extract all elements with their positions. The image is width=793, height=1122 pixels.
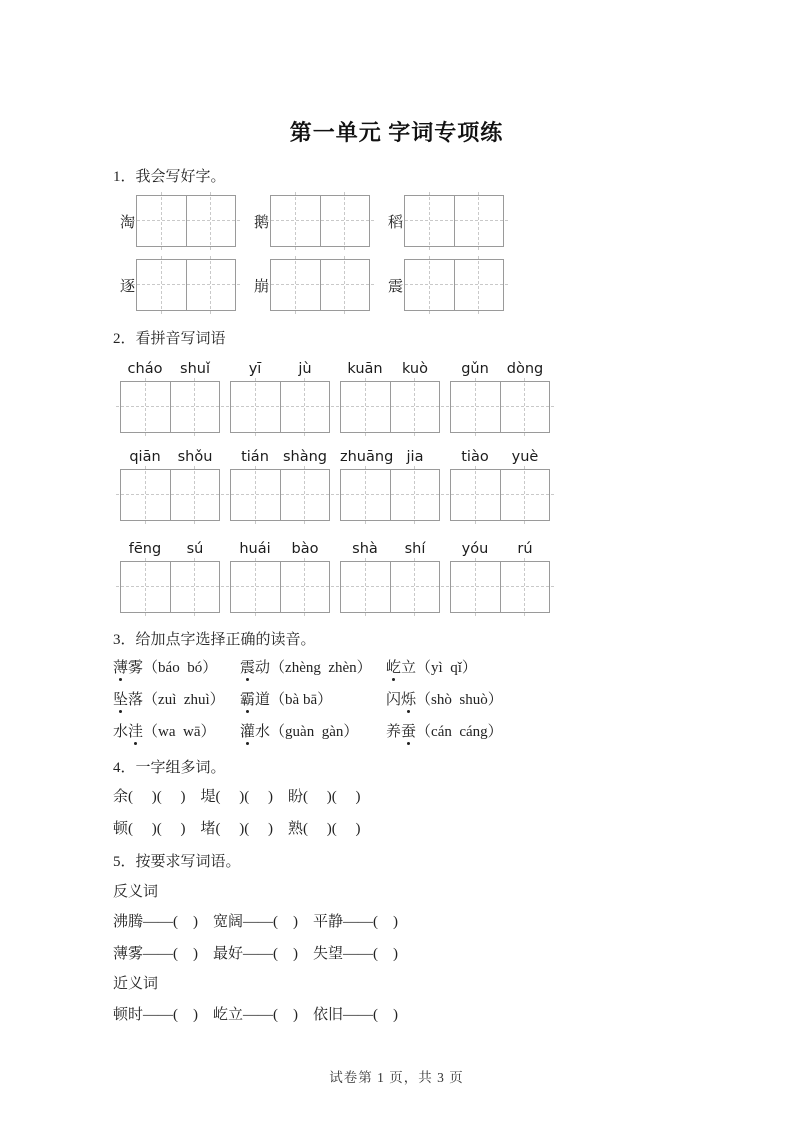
pinyin-write-group (450, 449, 550, 521)
pinyin-syllable: jù (298, 361, 312, 377)
word-char: 水 (113, 724, 129, 740)
grid-horizontal-dashline (336, 406, 444, 407)
word-char: 落 (128, 692, 144, 708)
grid-vertical-dashline (161, 256, 162, 314)
grid-horizontal-dashline (446, 494, 554, 495)
writing-grid-box (404, 195, 504, 247)
pinyin-write-group (340, 449, 440, 521)
pinyin-labels (230, 361, 330, 378)
q1-row-1 (120, 195, 753, 247)
grid-center-divider (280, 382, 281, 432)
q3-row-1 (113, 658, 753, 680)
word-char: 闪 (386, 692, 402, 708)
pinyin-syllable: shàng (282, 449, 328, 465)
question-2-label: 2．看拼音写词语 (113, 331, 226, 347)
pinyin-syllable: gǔn (461, 361, 489, 377)
dotted-char: 灌 (240, 724, 256, 740)
pinyin-syllable: tián (241, 449, 269, 465)
grid-horizontal-dashline (446, 586, 554, 587)
pinyin-labels (230, 541, 330, 558)
writing-grid-box (120, 469, 220, 521)
writing-grid-box (340, 561, 440, 613)
pinyin-labels (230, 449, 330, 466)
dotted-char: 烁 (401, 692, 417, 708)
grid-vertical-dashline (475, 558, 476, 616)
pinyin-labels (120, 449, 220, 466)
writing-grid-box (230, 561, 330, 613)
reading-options: （zuì zhuì） (143, 692, 225, 708)
reading-choice-item (240, 690, 386, 712)
pinyin-syllable: dòng (506, 361, 544, 377)
character-label: 逐 (120, 278, 136, 295)
word-char: 道 (255, 692, 271, 708)
pinyin-syllable: tiào (461, 449, 489, 465)
pinyin-write-group (230, 449, 330, 521)
grid-vertical-dashline (210, 192, 211, 250)
word-char: 水 (255, 724, 271, 740)
grid-vertical-dashline (255, 378, 256, 436)
synonyms-subheading: 近义词 (113, 976, 159, 992)
grid-vertical-dashline (304, 466, 305, 524)
q1-write-group (388, 195, 504, 247)
pinyin-labels (340, 361, 440, 378)
pinyin-syllable: kuān (347, 361, 383, 377)
pinyin-syllable: yī (248, 361, 262, 377)
pinyin-labels (120, 361, 220, 378)
grid-vertical-dashline (365, 558, 366, 616)
dotted-char: 蚕 (401, 724, 417, 740)
pinyin-syllable: qiān (129, 449, 161, 465)
q1-write-group (254, 259, 370, 311)
character-label: 崩 (254, 278, 270, 295)
character-label: 淘 (120, 214, 136, 231)
writing-grid-box (404, 259, 504, 311)
pinyin-write-group (120, 449, 220, 521)
grid-vertical-dashline (304, 558, 305, 616)
page-number-footer: 试卷第 1 页，共 3 页 (329, 1070, 464, 1085)
character-label: 稻 (388, 214, 404, 231)
grid-vertical-dashline (524, 378, 525, 436)
page-title: 第一单元 字词专项练 (289, 120, 504, 145)
grid-horizontal-dashline (400, 284, 508, 285)
pinyin-labels (450, 449, 550, 466)
pinyin-syllable: jia (406, 449, 424, 465)
grid-center-divider (454, 196, 455, 246)
pinyin-write-group (340, 541, 440, 613)
grid-center-divider (500, 470, 501, 520)
grid-center-divider (186, 196, 187, 246)
worksheet-content (0, 167, 793, 1025)
grid-vertical-dashline (210, 256, 211, 314)
grid-center-divider (170, 562, 171, 612)
pinyin-write-group (120, 541, 220, 613)
writing-grid-box (450, 381, 550, 433)
reading-options: （guàn gàn） (270, 724, 359, 740)
grid-vertical-dashline (414, 558, 415, 616)
grid-center-divider (186, 260, 187, 310)
grid-center-divider (280, 562, 281, 612)
antonym-row: 薄雾——( ) 最好——( ) 失望——( ) (113, 946, 398, 962)
pinyin-write-group (340, 361, 440, 433)
writing-grid-box (450, 561, 550, 613)
grid-vertical-dashline (475, 378, 476, 436)
reading-choice-item (386, 722, 753, 744)
grid-center-divider (390, 562, 391, 612)
antonym-row: 沸腾——( ) 宽阔——( ) 平静——( ) (113, 914, 398, 930)
dotted-char: 屹 (386, 660, 402, 676)
grid-vertical-dashline (145, 466, 146, 524)
q3-row-2 (113, 690, 753, 712)
reading-choice-item (240, 722, 386, 744)
grid-center-divider (454, 260, 455, 310)
pinyin-labels (450, 541, 550, 558)
grid-vertical-dashline (475, 466, 476, 524)
grid-vertical-dashline (414, 466, 415, 524)
word-char: 立 (401, 660, 417, 676)
writing-grid-box (340, 381, 440, 433)
grid-vertical-dashline (295, 192, 296, 250)
grid-center-divider (500, 562, 501, 612)
grid-horizontal-dashline (132, 284, 240, 285)
word-char: 雾 (128, 660, 144, 676)
pinyin-syllable: fēng (128, 541, 162, 557)
writing-grid-box (450, 469, 550, 521)
word-char: 养 (386, 724, 402, 740)
q3-row-3 (113, 722, 753, 744)
reading-options: （yì qǐ） (416, 660, 477, 676)
pinyin-write-group (450, 361, 550, 433)
grid-horizontal-dashline (266, 220, 374, 221)
reading-choice-item (113, 690, 240, 712)
question-5-label: 5．按要求写词语。 (113, 854, 241, 870)
grid-vertical-dashline (429, 192, 430, 250)
grid-vertical-dashline (478, 192, 479, 250)
writing-grid-box (136, 195, 236, 247)
pinyin-syllable: rú (517, 541, 533, 557)
grid-vertical-dashline (145, 378, 146, 436)
q1-write-group (120, 195, 236, 247)
pinyin-syllable: yóu (461, 541, 489, 557)
grid-center-divider (390, 470, 391, 520)
grid-horizontal-dashline (226, 494, 334, 495)
pinyin-write-group (230, 541, 330, 613)
q2-row-1 (120, 361, 753, 433)
writing-grid-box (120, 561, 220, 613)
grid-vertical-dashline (161, 192, 162, 250)
synonym-row: 顿时——( ) 屹立——( ) 依旧——( ) (113, 1007, 398, 1023)
grid-center-divider (170, 382, 171, 432)
pinyin-syllable: shí (404, 541, 426, 557)
q1-write-group (388, 259, 504, 311)
grid-vertical-dashline (194, 378, 195, 436)
reading-choice-item (113, 658, 240, 680)
dotted-char: 薄 (113, 660, 129, 676)
pinyin-syllable: shà (352, 541, 378, 557)
grid-center-divider (320, 260, 321, 310)
grid-vertical-dashline (304, 378, 305, 436)
pinyin-write-group (450, 541, 550, 613)
pinyin-syllable: shuǐ (180, 361, 210, 377)
pinyin-syllable: huái (239, 541, 271, 557)
grid-center-divider (500, 382, 501, 432)
pinyin-syllable: cháo (127, 361, 163, 377)
word-building-row: 余( )( ) 堤( )( ) 盼( )( ) (113, 789, 361, 805)
pinyin-syllable: bào (291, 541, 319, 557)
reading-options: （bà bā） (270, 692, 333, 708)
reading-options: （báo bó） (143, 660, 218, 676)
character-label: 震 (388, 278, 404, 295)
grid-vertical-dashline (194, 558, 195, 616)
grid-horizontal-dashline (226, 586, 334, 587)
grid-vertical-dashline (524, 466, 525, 524)
grid-vertical-dashline (145, 558, 146, 616)
writing-grid-box (120, 381, 220, 433)
pinyin-labels (340, 449, 440, 466)
pinyin-syllable: sú (186, 541, 204, 557)
writing-grid-box (270, 259, 370, 311)
grid-vertical-dashline (478, 256, 479, 314)
reading-choice-item (386, 690, 753, 712)
grid-vertical-dashline (365, 378, 366, 436)
grid-vertical-dashline (255, 558, 256, 616)
pinyin-labels (340, 541, 440, 558)
writing-grid-box (230, 469, 330, 521)
grid-horizontal-dashline (116, 586, 224, 587)
grid-horizontal-dashline (226, 406, 334, 407)
grid-horizontal-dashline (116, 494, 224, 495)
grid-vertical-dashline (344, 256, 345, 314)
grid-vertical-dashline (255, 466, 256, 524)
grid-horizontal-dashline (446, 406, 554, 407)
reading-choice-item (386, 658, 753, 680)
q2-row-2 (120, 449, 753, 521)
grid-horizontal-dashline (266, 284, 374, 285)
grid-horizontal-dashline (336, 586, 444, 587)
writing-grid-box (270, 195, 370, 247)
dotted-char: 洼 (128, 724, 144, 740)
q2-row-3 (120, 541, 753, 613)
pinyin-syllable: shǒu (177, 449, 213, 465)
grid-center-divider (320, 196, 321, 246)
writing-grid-box (340, 469, 440, 521)
reading-choice-item (240, 658, 386, 680)
grid-horizontal-dashline (336, 494, 444, 495)
dotted-char: 震 (240, 660, 256, 676)
reading-options: （shò shuò） (416, 692, 503, 708)
reading-options: （cán cáng） (416, 724, 503, 740)
reading-options: （wa wā） (143, 724, 216, 740)
q1-row-2 (120, 259, 753, 311)
reading-options: （zhèng zhèn） (270, 660, 372, 676)
grid-vertical-dashline (429, 256, 430, 314)
q1-write-group (254, 195, 370, 247)
grid-vertical-dashline (365, 466, 366, 524)
grid-vertical-dashline (194, 466, 195, 524)
grid-horizontal-dashline (132, 220, 240, 221)
reading-choice-item (113, 722, 240, 744)
dotted-char: 霸 (240, 692, 256, 708)
grid-vertical-dashline (344, 192, 345, 250)
word-building-row: 顿( )( ) 堵( )( ) 熟( )( ) (113, 821, 361, 837)
question-4-label: 4．一字组多词。 (113, 760, 226, 776)
q1-write-group (120, 259, 236, 311)
grid-center-divider (280, 470, 281, 520)
question-1-label: 1．我会写好字。 (113, 169, 226, 185)
word-char: 动 (255, 660, 271, 676)
question-3-label: 3．给加点字选择正确的读音。 (113, 632, 316, 648)
pinyin-labels (120, 541, 220, 558)
pinyin-write-group (230, 361, 330, 433)
grid-vertical-dashline (524, 558, 525, 616)
grid-horizontal-dashline (116, 406, 224, 407)
grid-center-divider (390, 382, 391, 432)
pinyin-syllable: zhuāng (340, 449, 394, 465)
antonyms-subheading: 反义词 (113, 884, 159, 900)
grid-center-divider (170, 470, 171, 520)
pinyin-syllable: kuò (401, 361, 428, 377)
character-label: 鹅 (254, 214, 270, 231)
grid-horizontal-dashline (400, 220, 508, 221)
pinyin-syllable: yuè (511, 449, 539, 465)
grid-vertical-dashline (295, 256, 296, 314)
pinyin-labels (450, 361, 550, 378)
grid-vertical-dashline (414, 378, 415, 436)
writing-grid-box (230, 381, 330, 433)
pinyin-write-group (120, 361, 220, 433)
dotted-char: 坠 (113, 692, 129, 708)
writing-grid-box (136, 259, 236, 311)
